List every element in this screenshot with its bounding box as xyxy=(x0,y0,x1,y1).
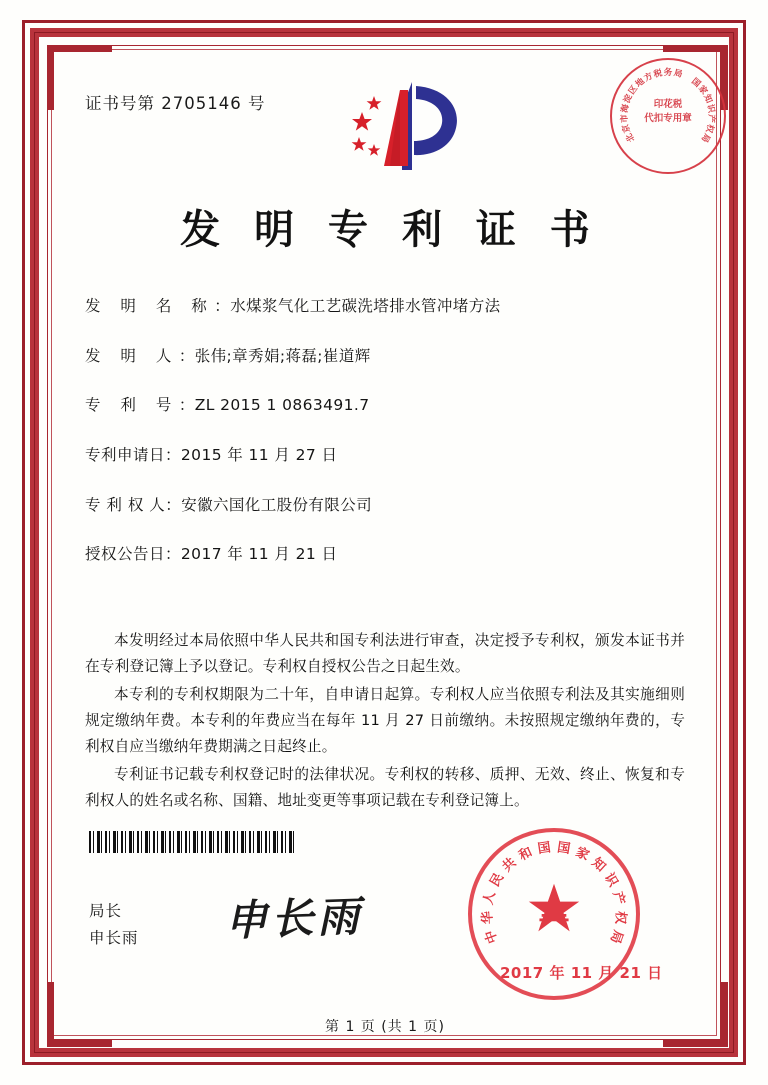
signature-block xyxy=(89,898,139,952)
tax-seal-ring-text: 北 京 市 海 淀 区 地 方 税 务 局 国 家 知 识 产 权 局 xyxy=(619,68,717,144)
cnipa-logo xyxy=(328,78,478,173)
tax-seal-line-2: 代扣专用章 xyxy=(644,113,692,124)
field-label: 授权公告日 xyxy=(85,545,166,564)
field-label: 专 利 号 xyxy=(85,396,179,415)
field-label: 发 明 名 称 xyxy=(85,297,215,315)
field-application-date xyxy=(85,445,685,467)
legal-body-text xyxy=(85,628,685,816)
paragraph-3: 专利证书记载专利权登记时的法律状况。专利权的转移、质押、无效、终止、恢复和专利权人的姓名或名称、国籍、地址变更等事项记载在专利登记簿上。 xyxy=(85,766,685,809)
signature-role: 局长 xyxy=(89,902,123,920)
field-value: ：张伟;章秀娟;蒋磊;崔道辉 xyxy=(178,346,371,365)
field-value: ：2017 年 11 月 21 日 xyxy=(165,545,338,564)
logo-graphic xyxy=(328,78,478,173)
field-grant-date xyxy=(85,544,685,566)
field-invention-name xyxy=(85,296,685,318)
handwritten-signature: 申长雨 xyxy=(224,891,364,946)
field-patent-number xyxy=(85,395,685,417)
certificate-fields xyxy=(85,296,685,594)
field-value: ：2015 年 11 月 27 日 xyxy=(165,446,338,465)
national-emblem-icon xyxy=(526,879,582,935)
certificate-number: 证书号第 2705146 号 xyxy=(85,94,266,113)
tax-seal-line-1: 印花税 xyxy=(653,99,683,110)
paragraph-2: 本专利的专利权期限为二十年，自申请日起算。专利权人应当依照专利法及其实施细则规定缴纳年费。本专利的年费应当在每年 11 月 27 日前缴纳。未按照规定缴纳年费的，专利权自应当缴纳年费期满之日起终止。 xyxy=(85,686,685,755)
field-label: 发 明 人 xyxy=(85,346,179,365)
field-inventors xyxy=(85,346,685,368)
field-value: ：ZL 2015 1 0863491.7 xyxy=(178,396,370,415)
field-patentee xyxy=(85,495,685,517)
field-label: 专 利 权 人 xyxy=(85,495,166,514)
signature-name: 申长雨 xyxy=(89,929,139,947)
barcode xyxy=(89,831,297,853)
paragraph-1: 本发明经过本局依照中华人民共和国专利法进行审查，决定授予专利权，颁发本证书并在专利登记簿上予以登记。专利权自授权公告之日起生效。 xyxy=(85,632,685,675)
seal-date: 2017 年 11 月 21 日 xyxy=(500,964,663,982)
field-value: ：安徽六国化工股份有限公司 xyxy=(165,495,372,514)
page-footer: 第 1 页 (共 1 页) xyxy=(325,1019,445,1035)
field-value: ：水煤浆气化工艺碳洗塔排水管冲堵方法 xyxy=(214,297,501,315)
national-official-seal: 中 华 人 民 共 和 国 国 家 知 识 产 权 局 xyxy=(468,828,640,1000)
field-label: 专利申请日 xyxy=(85,446,166,465)
page-title: 发 明 专 利 证 书 xyxy=(180,206,600,253)
